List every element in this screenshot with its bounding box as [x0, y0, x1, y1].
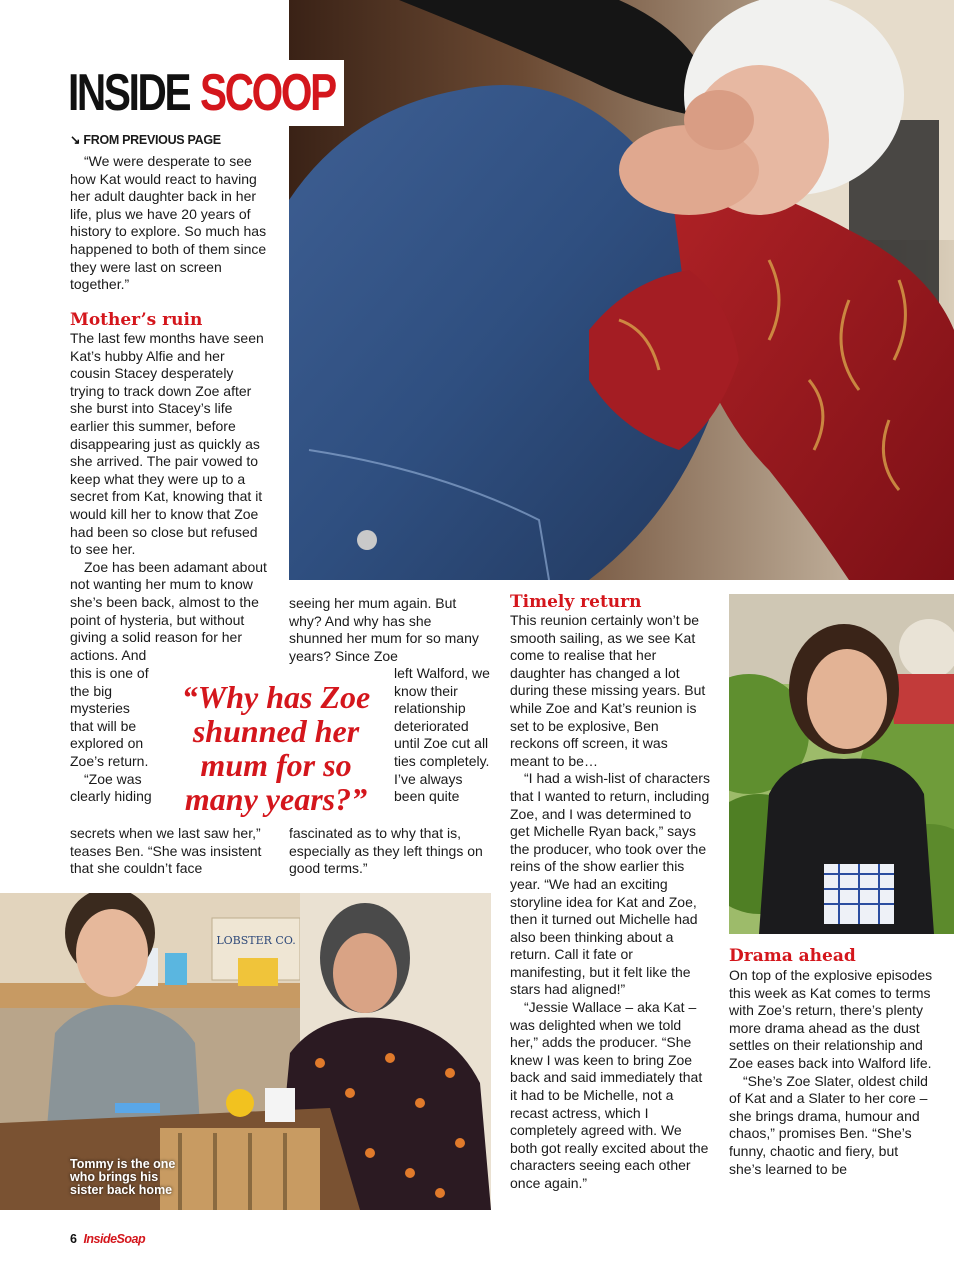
paragraph: secrets when we last saw her,” teases Ben. “She was insistent that she couldn’t face [70, 825, 262, 877]
paragraph: “I had a wish-list of characters that I wanted to return, including Zoe, and I was determined to get Michelle Ryan back,” says the producer, who took over the reins of the show earlier this year. “We had an exciting storyline idea for Kat and Zoe, then it turned out Michelle had also been thinking about a return. Call it fate or manifesting, but it felt like the stars had aligned!” [510, 770, 710, 998]
from-previous: ↘ FROM PREVIOUS PAGE [70, 133, 221, 147]
paragraph: seeing her mum again. But why? And why has she shunned her mum for so many years? Since Zoe [289, 595, 479, 664]
paragraph: fascinated as to why that is, especially as they left things on good terms.” [289, 825, 483, 877]
col1-bottom [70, 825, 275, 878]
page-number: 6 [70, 1232, 77, 1246]
intro-paragraph: “We were desperate to see how Kat would react to having her adult daughter back in her life, plus we have 20 years of history to explore. So much has happened to both of them since they were last on screen together.” [70, 153, 267, 293]
paragraph: this is one of the big mysteries that will be explored on Zoe’s return. [70, 665, 149, 769]
kitchen-photo [0, 893, 491, 1210]
lobster-sign-text: LOBSTER CO. [216, 934, 296, 947]
title-scoop: SCOOP [200, 64, 335, 122]
paragraph: The last few months have seen Kat’s hubby Alfie and her cousin Stacey desperately trying to track down Zoe after she burst into Stacey’s life earlier this summer, before disappearing just as quickly as she arrived. The pair vowed to keep what they were up to a secret from Kat, knowing that it would kill her to know that Zoe had been so close but refused to see her. [70, 330, 264, 558]
col1-paragraph [70, 330, 268, 664]
hug-photo [289, 0, 954, 580]
footer [70, 1232, 145, 1246]
zoe-photo [729, 594, 954, 934]
col2-wrap [394, 665, 490, 806]
col2-bottom [289, 825, 489, 878]
paragraph: On top of the explosive episodes this week as Kat comes to terms with Zoe’s return, there’s plenty more drama ahead as the dust settles on their relationship and Zoe eases back into Walford life. [729, 967, 933, 1071]
paragraph: “Jessie Wallace – aka Kat – was delighted when we told her,” adds the producer. “She knew I was keen to bring Zoe back and said immediately that it had to be Michelle, not a recast actress, which I completely agreed with. We both got really excited about the characters seeing each other once again.” [510, 999, 709, 1191]
title-inside: INSIDE [68, 64, 190, 122]
arrow-down-right-icon: ↘ [70, 133, 81, 147]
col4-text [729, 967, 934, 1178]
col3-text [510, 612, 710, 1193]
kitchen-caption: Tommy is the one who brings his sister back home [70, 1157, 176, 1197]
zoe-photo-art [729, 594, 954, 934]
heading-mothers-ruin: Mother’s ruin [70, 310, 203, 330]
paragraph: “Zoe was clearly hiding [70, 770, 152, 805]
heading-timely-return: Timely return [510, 592, 642, 612]
heading-drama-ahead: Drama ahead [729, 946, 856, 966]
col2-top [289, 595, 489, 665]
pull-quote: “Why has Zoe shunned her mum for so many years?” [181, 679, 371, 817]
col1-wrap [70, 665, 154, 806]
header-title [60, 60, 344, 126]
paragraph: Zoe has been adamant about not wanting her mum to know she’s been back, almost to the point of hysteria, but without giving a solid reason for her actions. And [70, 558, 267, 663]
hug-photo-art [289, 0, 954, 580]
brand-logo: InsideSoap [83, 1232, 146, 1246]
paragraph: left Walford, we know their relationship deteriorated until Zoe cut all ties completely. I’ve always been quite [394, 665, 490, 805]
paragraph: “She’s Zoe Slater, oldest child of Kat and a Slater to her core – she brings drama, humour and chaos,” promises Ben. “She’s funny, chaotic and fiery, but she’s learned to be [729, 1072, 928, 1177]
paragraph: This reunion certainly won’t be smooth sailing, as we see Kat come to realise that her daughter has changed a lot during these missing years. But while Zoe and Kat’s reunion is set to be explosive, Ben reckons off screen, it was meant to be… [510, 612, 706, 769]
